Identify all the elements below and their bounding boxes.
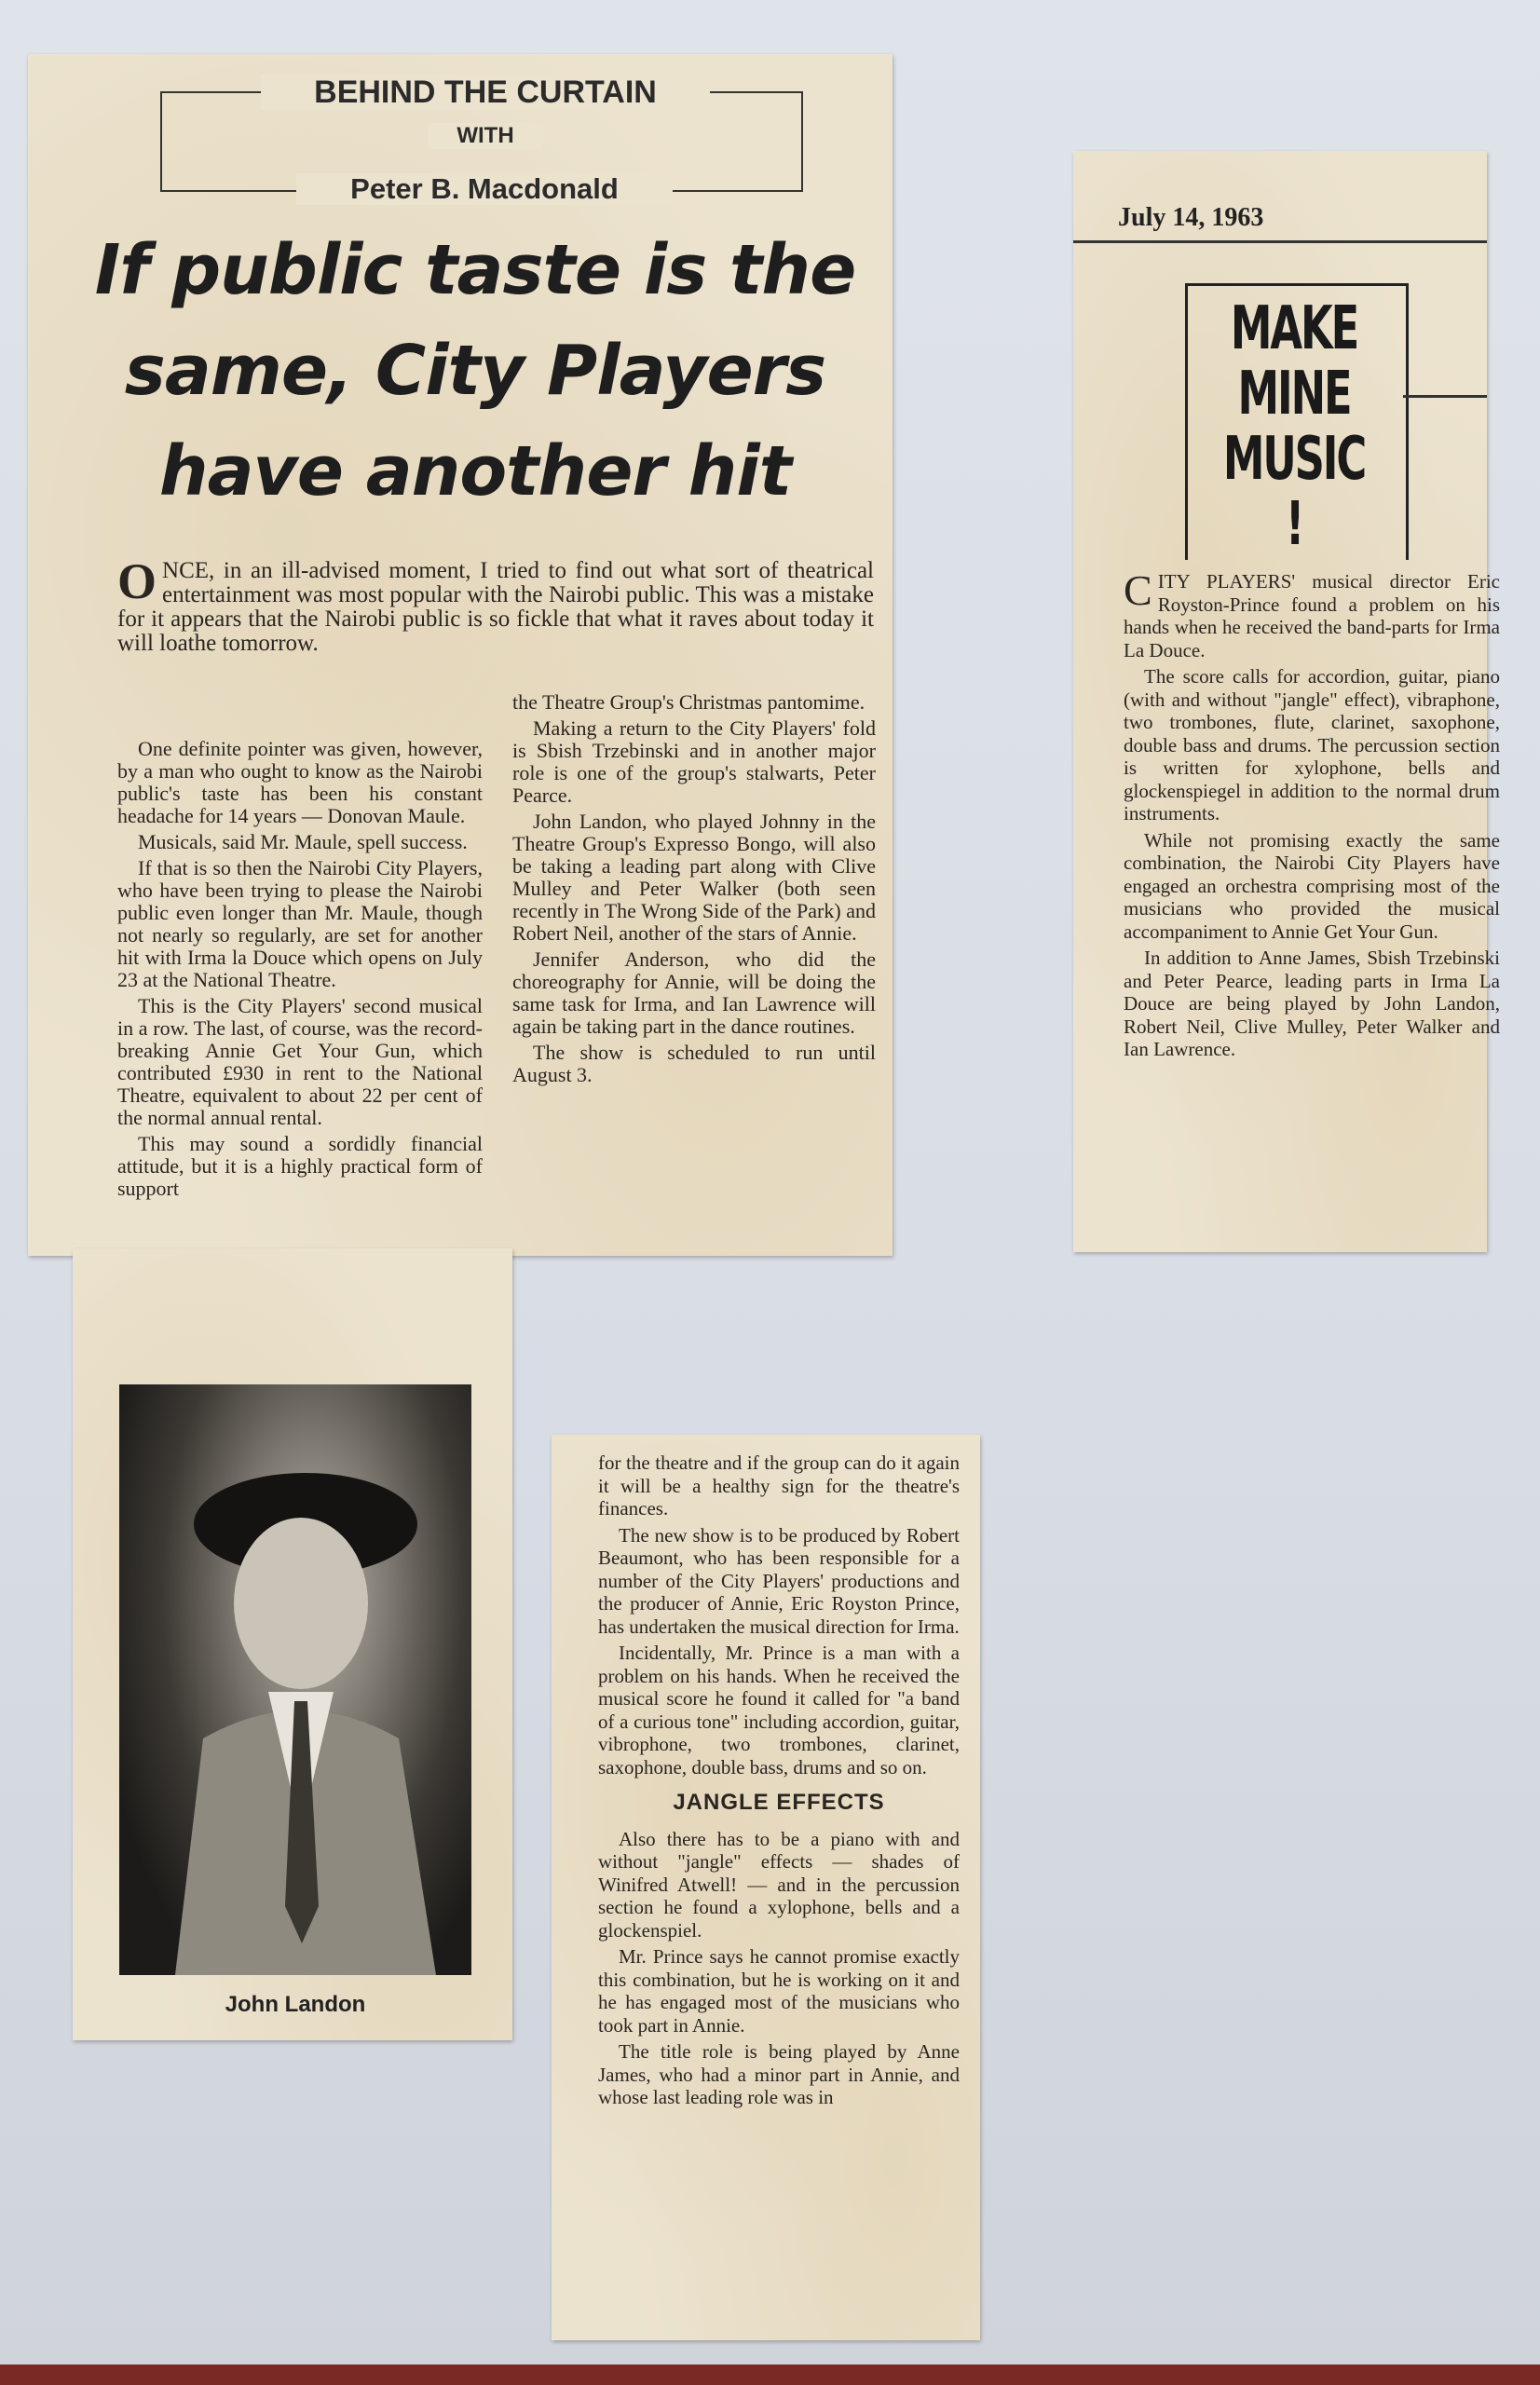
right-column (1124, 566, 1500, 1065)
col2-para: Jennifer Anderson, who did the choreography for Annie, will be doing the same task for Irma, and Ian Lawrence will again be taking part in the dance routines. (512, 947, 876, 1038)
john-landon-photo (119, 1384, 471, 1975)
page-bottom-edge (0, 2365, 1540, 2385)
mm-line-3: MUSIC ! (1222, 425, 1366, 559)
mm-line-1: MAKE (1230, 294, 1358, 363)
right-para: While not promising exactly the same combination, the Nairobi City Players have engaged an orchestra comprising most of the musicians who provided the musical accompaniment to Annie Get Your Gun. (1124, 828, 1500, 943)
col2-para: John Landon, who played Johnny in the Theatre Group's Expresso Bongo, will also be taking a leading part along with Clive Mulley and Peter Walker (both seen recently in The Wrong Side of the Park) and Robert Neil, another of the stars of Annie. (512, 810, 876, 945)
headline-line-3: have another hit (158, 431, 792, 511)
main-column-2 (512, 691, 876, 1090)
continued-column (598, 1451, 960, 2113)
col1-para: This is the City Players' second musical in a row. The last, of course, was the record-breaking Annie Get Your Gun, which contributed £930 in rent to the National Theatre, equivalent to about 22 per cent of the normal annual rental. (117, 994, 483, 1129)
continued-para: Incidentally, Mr. Prince is a man with a problem on his hands. When he received the musical score he found it called for "a band of a curious tone" including accordion, guitar, vibrophone, two trombones, clarinet, saxophone, double bass, drums and so on. (598, 1642, 960, 1779)
col1-para: One definite pointer was given, however, by a man who ought to know as the Nairobi public's taste has been his constant headache for 14 years — Donovan Maule. (117, 737, 483, 827)
headline-line-1: If public taste is the (94, 230, 856, 310)
kicker-with: WITH (429, 123, 542, 149)
headline (56, 220, 894, 522)
col2-para: the Theatre Group's Christmas pantomime. (512, 690, 865, 714)
col1-para: If that is so then the Nairobi City Players, who have been trying to please the Nairobi public even longer than Mr. Maule, though not nearly so regularly, are set for another hit with Irma la Douce which opens on July 23 at the National Theatre. (117, 856, 483, 991)
col2-para: Making a return to the City Players' fold is Sbish Trzebinski and in another major role is one of the group's stalwarts, Peter Pearce. (512, 716, 876, 807)
col2-para: The show is scheduled to run until August 3. (512, 1041, 876, 1086)
clipping-date: July 14, 1963 (1118, 203, 1264, 232)
right-lead: ITY PLAYERS' musical director Eric Royston-Prince found a problem on his hands when he received the band-parts for Irma La Douce. (1124, 570, 1500, 661)
intro-paragraph (117, 553, 874, 656)
main-column-1 (117, 738, 483, 1204)
col1-para: Musicals, said Mr. Maule, spell success. (138, 830, 468, 853)
continued-para: for the theatre and if the group can do it again it will be a healthy sign for the theatre's finances. (598, 1451, 960, 1520)
right-para: The score calls for accordion, guitar, piano (with and without "jangle" effect), vibraphone, two trombones, flute, clarinet, saxophone, double bass and drums. The percussion section is written for xylophone, bells and glockenspiegel in addition to the normal drum instruments. (1124, 665, 1500, 825)
continued-para: Also there has to be a piano with and without "jangle" effects — shades of Winifred Atwell! — and in the percussion section he found a xylophone, bells and a glockenspiel. (598, 1827, 960, 1942)
portrait-illustration (119, 1384, 471, 1975)
intro-text: NCE, in an ill-advised moment, I tried to find out what sort of theatrical entertainment was most popular with the Nairobi public. This was a mistake for it appears that the Nairobi public is so fickle that what it raves about today it will loathe tomorrow. (117, 558, 874, 656)
byline: Peter B. Macdonald (296, 173, 673, 205)
intro-dropcap: O (117, 553, 157, 609)
mm-line-2: MINE (1237, 360, 1351, 429)
continued-para: The new show is to be produced by Robert Beaumont, who has been responsible for a number of the City Players' productions and the producer of Annie, Eric Royston Prince, has undertaken the musical direction for Irma. (598, 1523, 960, 1638)
subhead-jangle-effects: JANGLE EFFECTS (673, 1790, 885, 1815)
kicker-behind-the-curtain: BEHIND THE CURTAIN (261, 75, 710, 110)
make-mine-music-headline (1185, 296, 1403, 557)
continued-para: Mr. Prince says he cannot promise exactly this combination, but he is working on it and he has engaged most of the musicians who took part in Annie. (598, 1945, 960, 2037)
col1-para: This may sound a sordidly financial attitude, but it is a highly practical form of support (117, 1132, 483, 1200)
right-dropcap: C (1124, 566, 1152, 614)
photo-caption: John Landon (225, 1992, 366, 2017)
date-rule (1073, 240, 1487, 243)
mm-side-rule (1403, 395, 1487, 398)
right-para: In addition to Anne James, Sbish Trzebinski and Peter Pearce, leading parts in Irma La Douce are being played by John Landon, Robert Neil, Clive Mulley, Peter Walker and Ian Lawrence. (1124, 947, 1500, 1060)
continued-para: The title role is being played by Anne James, who had a minor part in Annie, and whose last leading role was in (598, 2040, 960, 2108)
headline-line-2: same, City Players (124, 331, 826, 411)
